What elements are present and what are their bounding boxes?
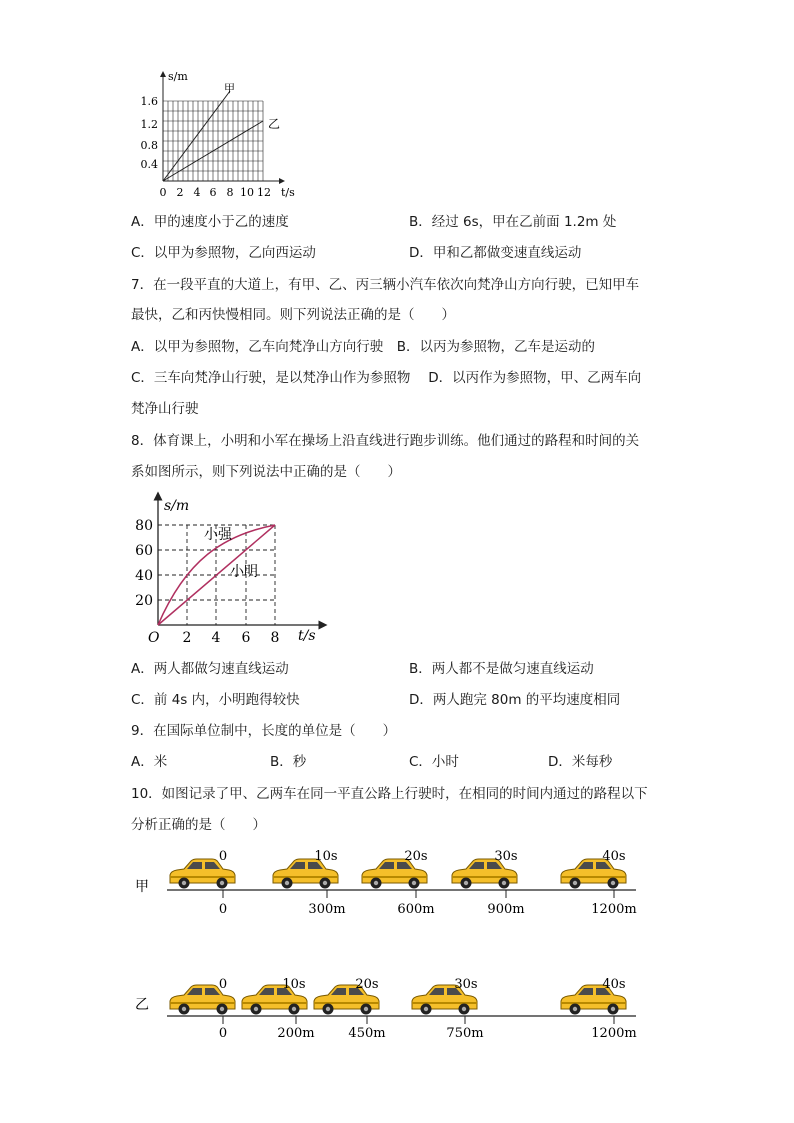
q10-row-yi-distance: 1200m xyxy=(591,1026,637,1041)
q10-row-jia-label: 甲 xyxy=(135,879,149,895)
q6-y-tick: 0.8 xyxy=(140,139,158,152)
q6-y-tick: 0.4 xyxy=(140,158,158,171)
q8-y-axis-label: s/m xyxy=(164,498,190,514)
q10-row-yi-time: 40s xyxy=(602,977,626,992)
q10-row-jia-time: 10s xyxy=(314,849,338,864)
q6-option-a: A．甲的速度小于乙的速度 xyxy=(131,214,289,230)
q10-row-yi-time: 30s xyxy=(454,977,478,992)
q8-y-tick: 60 xyxy=(135,543,153,559)
q6-x-tick: 2 xyxy=(176,186,184,199)
q6-line-jia-label: 甲 xyxy=(224,82,235,95)
q10-row-yi-time: 10s xyxy=(282,977,306,992)
q8-stem-line2: 系如图所示，则下列说法中正确的是（ ） xyxy=(131,464,401,480)
q10-row-jia-distance: 1200m xyxy=(591,902,637,917)
q9-option-b: B．秒 xyxy=(270,754,307,770)
q7-options-line2: C．三车向梵净山行驶，是以梵净山作为参照物 D．以丙作为参照物，甲、乙两车向 xyxy=(131,370,642,386)
q7-options-line1: A．以甲为参照物，乙车向梵净山方向行驶 B．以丙为参照物，乙车是运动的 xyxy=(131,339,595,355)
q10-stem-line1: 10．如图记录了甲、乙两车在同一平直公路上行驶时，在相同的时间内通过的路程以下 xyxy=(131,786,648,802)
q8-x-tick: 2 xyxy=(182,630,192,646)
q10-row-yi-distance: 200m xyxy=(277,1026,315,1041)
q7-stem-line1: 7．在一段平直的大道上，有甲、乙、丙三辆小汽车依次向梵净山方向行驶，已知甲车 xyxy=(131,277,640,293)
q6-y-tick: 1.2 xyxy=(140,118,158,131)
q6-x-tick: 4 xyxy=(193,186,201,199)
q8-x-tick: 8 xyxy=(270,630,280,646)
q10-row-jia-time: 20s xyxy=(404,849,428,864)
q6-x-tick: 8 xyxy=(226,186,234,199)
q7-options-line3: 梵净山行驶 xyxy=(131,401,199,417)
q8-stem-line1: 8．体育课上，小明和小军在操场上沿直线进行跑步训练。他们通过的路程和时间的关 xyxy=(131,433,640,449)
q8-x-tick: 6 xyxy=(241,630,251,646)
q10-row-jia-time: 30s xyxy=(494,849,518,864)
q10-stem-line2: 分析正确的是（ ） xyxy=(131,817,266,833)
q10-row-jia-distance: 300m xyxy=(308,902,346,917)
q10-row-jia-time: 0 xyxy=(218,849,228,864)
q8-origin-label: O xyxy=(148,630,160,646)
q6-x-tick: 12 xyxy=(257,186,271,199)
q8-y-tick: 80 xyxy=(135,518,153,534)
q6-x-tick: 0 xyxy=(159,186,167,199)
q6-option-d: D．甲和乙都做变速直线运动 xyxy=(409,245,582,261)
q7-stem-line2: 最快，乙和丙快慢相同。则下列说法正确的是（ ） xyxy=(131,307,455,323)
q8-curve-label-2: 小明 xyxy=(230,564,258,580)
q10-row-jia-time: 40s xyxy=(602,849,626,864)
q10-figure xyxy=(0,840,794,1050)
q6-option-b: B．经过 6s，甲在乙前面 1.2m 处 xyxy=(409,214,617,230)
q10-row-yi-distance: 450m xyxy=(348,1026,386,1041)
q10-row-yi-label: 乙 xyxy=(135,997,149,1013)
q10-row-yi-distance: 0 xyxy=(218,1026,228,1041)
q8-option-a: A．两人都做匀速直线运动 xyxy=(131,661,289,677)
q8-graph xyxy=(128,490,328,650)
q10-row-yi-time: 20s xyxy=(355,977,379,992)
q9-option-a: A．米 xyxy=(131,754,168,770)
q10-row-jia-distance: 900m xyxy=(487,902,525,917)
q6-graph xyxy=(130,68,310,200)
q6-x-axis-label: t/s xyxy=(281,186,295,199)
q8-x-axis-label: t/s xyxy=(298,628,316,644)
q6-line-yi-label: 乙 xyxy=(268,117,281,131)
q8-option-d: D．两人跑完 80m 的平均速度相同 xyxy=(409,692,621,708)
q6-x-tick: 6 xyxy=(209,186,217,199)
q10-row-yi-time: 0 xyxy=(218,977,228,992)
q10-row-jia-distance: 0 xyxy=(218,902,228,917)
q6-option-c: C．以甲为参照物，乙向西运动 xyxy=(131,245,316,261)
q8-y-tick: 20 xyxy=(135,593,153,609)
q8-curve-label-1: 小强 xyxy=(204,527,232,543)
q9-option-c: C．小时 xyxy=(409,754,459,770)
q9-stem: 9．在国际单位制中，长度的单位是（ ） xyxy=(131,723,397,739)
q10-row-jia-distance: 600m xyxy=(397,902,435,917)
q6-y-tick: 1.6 xyxy=(140,95,158,108)
q8-x-tick: 4 xyxy=(211,630,221,646)
q10-row-yi-distance: 750m xyxy=(446,1026,484,1041)
q8-option-c: C．前 4s 内，小明跑得较快 xyxy=(131,692,300,708)
q8-y-tick: 40 xyxy=(135,568,153,584)
q6-y-axis-label: s/m xyxy=(168,70,188,83)
q8-option-b: B．两人都不是做匀速直线运动 xyxy=(409,661,594,677)
q9-option-d: D．米每秒 xyxy=(548,754,613,770)
q6-x-tick: 10 xyxy=(240,186,254,199)
